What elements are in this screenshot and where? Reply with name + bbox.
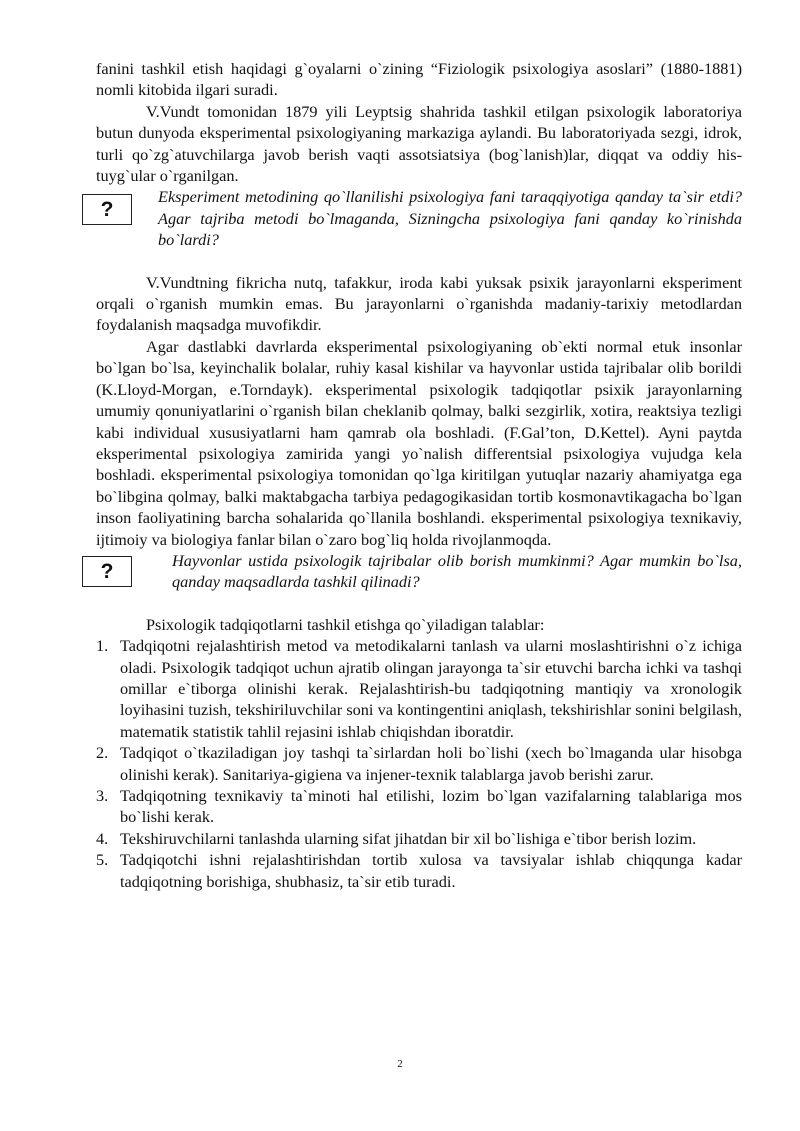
list-item — [96, 849, 742, 892]
list-item-text: Tadqiqotni rejalashtirish metod va metodikalarni tanlash va ularni moslashtirishni o`z ichiga oladi. Psixologik tadqiqot uchun ajratib olingan jarayonga ta`sir etuvchi barcha ichki va tashqi omillar e`tiborga olinishi kerak. Rejalashtirish-bu tadqiqotning mantiqiy va xronologik loyihasini tuzish, tekshiriluvchilar soni va kontingentini aniqlash, tekshirishlar sonini belgilash, matematik statistik tahlil rejasini ishlab chiqishdan iboratdir. — [120, 636, 742, 741]
list-item-number: 5. — [96, 850, 109, 870]
list-item-number: 4. — [96, 828, 109, 848]
question-block-1 — [96, 186, 742, 250]
question-text-2: Hayvonlar ustida psixologik tajribalar olib borish mumkinmi? Agar mumkin bo`lsa, qanday maqsadlarda tashkil qilinadi? — [172, 550, 742, 592]
paragraph-requirements-intro: Psixologik tadqiqotlarni tashkil etishga qo`yiladigan talablar: — [146, 614, 545, 634]
list-item-text: Tadqiqot o`tkaziladigan joy tashqi ta`sirlardan holi bo`lishi (xech bo`lmaganda ular hisobga olinishi kerak). Sanitariya-gigiena va injener-texnik talablarga javob berishi zarur. — [120, 743, 742, 784]
list-item-text: Tadqiqotning texnikaviy ta`minoti hal etilishi, lozim bo`lgan vazifalarning talablariga mos bo`lishi kerak. — [120, 786, 742, 827]
list-item — [96, 742, 742, 785]
paragraph-experimental-history: Agar dastlabki davrlarda eksperimental psixologiyaning ob`ekti normal etuk insonlar bo`lgan bo`lsa, keyinchalik bolalar, ruhiy kasal kishilar va hayvonlar ustida tajribalar olib borildi (K.Lloyd-Morgan, e.Torndayk). eksperimental psixologik tadqiqotlar psixik jarayonlarning umumiy qonuniyatlarini o`rganish bilan cheklanib qolmay, balki sezgirlik, xotira, reaktsiya tezligi kabi individual xususiyatlarni ham qamrab ola boshladi. (F.Gal’ton, D.Kettel). Ayni paytda eksperimental psixologiya zamirida yangi yo`nalish differentsial psixologiya vujudga kela boshladi. eksperimental psixologiya tomonidan qo`lga kiritilgan yutuqlar nazariy ahamiyatga ega bo`libgina qolmay, balki maktabgacha tarbiya pedagogikasidan tortib kosmonavtikagacha bo`lgan inson faoliyatining barcha sohalarida qo`llanila boshlandi. eksperimental psixologiya texnikaviy, ijtimoiy va biologiya fanlar bilan o`zaro bog`liq holda rivojlanmoqda. — [96, 336, 742, 549]
list-item — [96, 828, 742, 849]
paragraph-vundt-opinion: V.Vundtning fikricha nutq, tafakkur, iroda kabi yuksak psixik jarayonlarni eksperiment orqali o`rganish mumkin emas. Bu jarayonlarni o`rganishda madaniy-tarixiy metodlardan foydalanish maqsadga muvofikdir. — [96, 272, 742, 335]
list-item — [96, 785, 742, 828]
requirements-list — [96, 635, 742, 892]
page-number: 2 — [397, 1058, 403, 1070]
paragraph-vundt-laboratory: V.Vundt tomonidan 1879 yili Leyptsig shahrida tashkil etilgan psixologik laboratoriya butun dunyoda eksperimental psixologiyaning markaziga aylandi. Bu laboratoriyada sezgi, idrok, turli qo`zg`atuvchilarga javob berish vaqti assotsiatsiya (bog`lanish)lar, diqqat va oddiy his-tuyg`ular o`rganilgan. — [96, 101, 742, 186]
list-item-number: 3. — [96, 786, 109, 805]
document-page — [96, 58, 742, 892]
list-item-text: Tekshiruvchilarni tanlashda ularning sifat jihatdan bir xil bo`lishiga e`tibor berish lozim. — [120, 828, 697, 848]
list-item-number: 1. — [96, 636, 109, 656]
list-item-text: Tadqiqotchi ishni rejalashtirishdan tortib xulosa va tavsiyalar ishlab chiqqunga kadar tadqiqotning borishiga, shubhasiz, ta`sir etib turadi. — [120, 850, 742, 891]
list-item-number: 2. — [96, 743, 109, 763]
paragraph-intro-continuation: fanini tashkil etish haqidagi g`oyalarni o`zining “Fiziologik psixologiya asoslari” (1880-1881) nomli kitobida ilgari suradi. — [96, 59, 742, 100]
question-block-2 — [96, 550, 742, 593]
list-item — [96, 635, 742, 742]
question-text-1: Eksperiment metodining qo`llanilishi psixologiya fani taraqqiyotiga qanday ta`sir etdi? Agar tajriba metodi bo`lmaganda, Sizningcha psixologiya fani qanday ko`rinishda bo`lardi? — [158, 187, 742, 250]
question-mark-icon: ? — [82, 556, 132, 587]
question-mark-icon: ? — [82, 194, 132, 225]
